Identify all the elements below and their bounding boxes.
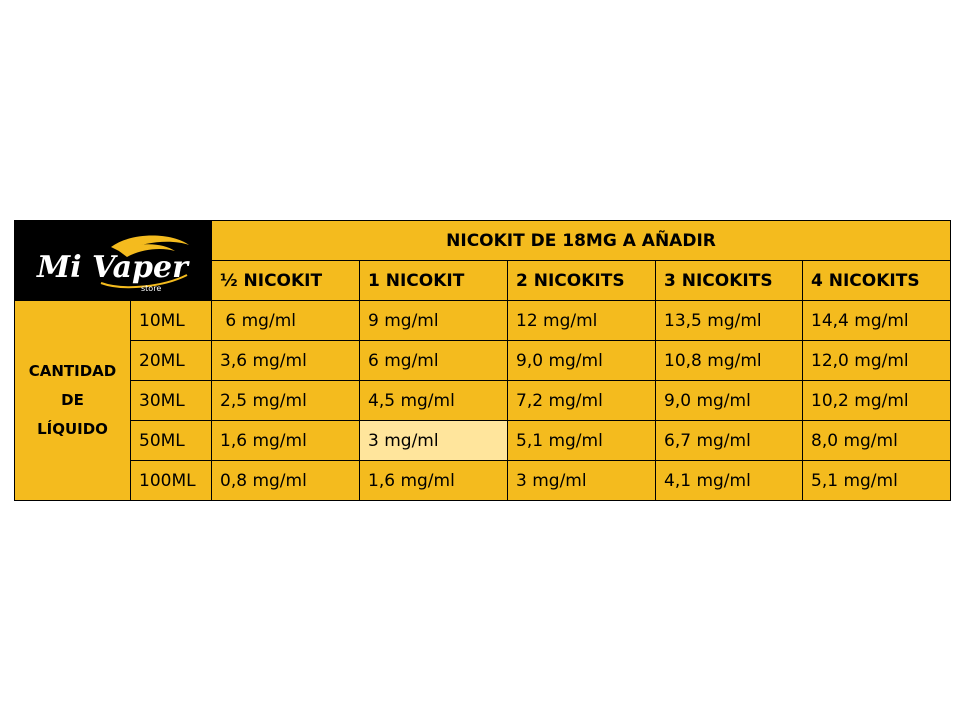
value-cell: 6 mg/ml xyxy=(360,341,508,381)
nicokit-table xyxy=(14,220,951,501)
volume-cell: 30ML xyxy=(131,381,212,421)
table-row xyxy=(15,421,951,461)
value-cell: 9,0 mg/ml xyxy=(508,341,656,381)
value-cell: 12,0 mg/ml xyxy=(803,341,951,381)
value-cell: 4,5 mg/ml xyxy=(360,381,508,421)
side-label-line: LÍQUIDO xyxy=(37,420,108,438)
value-cell: 13,5 mg/ml xyxy=(656,301,803,341)
side-label-line: CANTIDAD xyxy=(28,362,117,380)
value-cell: 9 mg/ml xyxy=(360,301,508,341)
table-title: NICOKIT DE 18MG A AÑADIR xyxy=(212,221,951,261)
table-row xyxy=(15,381,951,421)
value-cell: 7,2 mg/ml xyxy=(508,381,656,421)
value-cell: 1,6 mg/ml xyxy=(360,461,508,501)
col-header-2: 2 NICOKITS xyxy=(508,261,656,301)
value-cell: 1,6 mg/ml xyxy=(212,421,360,461)
col-header-3: 3 NICOKITS xyxy=(656,261,803,301)
volume-cell: 100ML xyxy=(131,461,212,501)
side-label-line: DE xyxy=(61,391,84,409)
value-cell: 14,4 mg/ml xyxy=(803,301,951,341)
col-header-half: ½ NICOKIT xyxy=(212,261,360,301)
brand-sub-text: store xyxy=(141,283,162,293)
volume-cell: 10ML xyxy=(131,301,212,341)
table-row xyxy=(15,341,951,381)
side-label xyxy=(15,301,131,501)
value-cell: 6 mg/ml xyxy=(212,301,360,341)
volume-cell: 50ML xyxy=(131,421,212,461)
value-cell: 3,6 mg/ml xyxy=(212,341,360,381)
value-cell: 12 mg/ml xyxy=(508,301,656,341)
value-cell: 5,1 mg/ml xyxy=(803,461,951,501)
value-cell: 2,5 mg/ml xyxy=(212,381,360,421)
value-cell: 4,1 mg/ml xyxy=(656,461,803,501)
col-header-1: 1 NICOKIT xyxy=(360,261,508,301)
header-row-title xyxy=(15,221,951,261)
value-cell: 0,8 mg/ml xyxy=(212,461,360,501)
value-cell: 3 mg/ml xyxy=(508,461,656,501)
value-cell: 8,0 mg/ml xyxy=(803,421,951,461)
col-header-4: 4 NICOKITS xyxy=(803,261,951,301)
value-cell: 10,2 mg/ml xyxy=(803,381,951,421)
value-cell: 6,7 mg/ml xyxy=(656,421,803,461)
value-cell: 9,0 mg/ml xyxy=(656,381,803,421)
brand-name-text: Mi Vaper xyxy=(37,249,188,285)
table-row xyxy=(15,301,951,341)
volume-cell: 20ML xyxy=(131,341,212,381)
value-cell-highlighted: 3 mg/ml xyxy=(360,421,508,461)
value-cell: 10,8 mg/ml xyxy=(656,341,803,381)
brand-logo xyxy=(15,221,212,301)
value-cell: 5,1 mg/ml xyxy=(508,421,656,461)
mi-vaper-logo xyxy=(23,225,203,297)
table-row xyxy=(15,461,951,501)
